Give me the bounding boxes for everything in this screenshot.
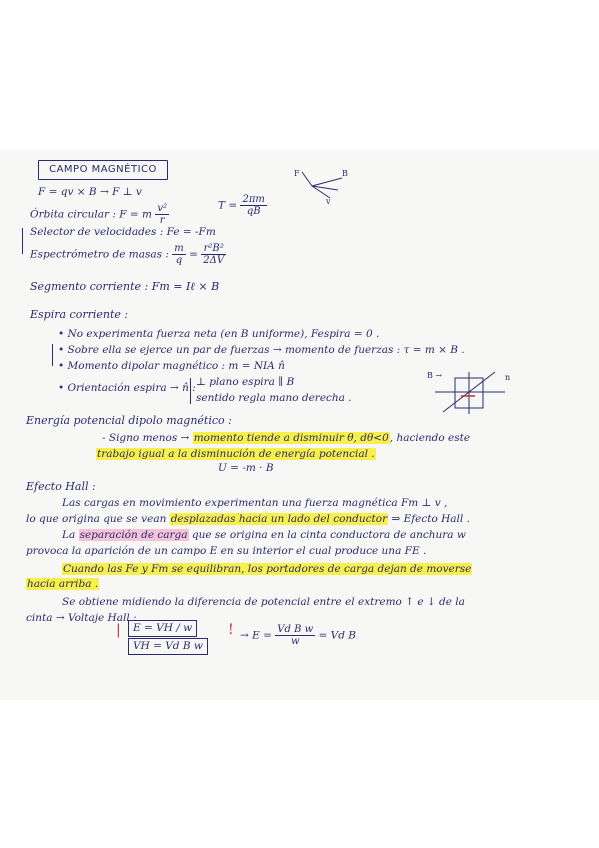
left-bracket xyxy=(22,228,27,254)
spectrometer-fraction-2 xyxy=(201,243,226,266)
spectrometer-equals: = xyxy=(189,248,198,261)
hall-line-3c: que se origina en la cinta conductora de anchura w xyxy=(191,529,466,541)
hall-eq3-lhs: → E = xyxy=(240,629,272,642)
hall-highlight-upward: hacia arriba . xyxy=(27,578,99,590)
hall-line-2 xyxy=(26,513,470,526)
hall-red-mark-1: | xyxy=(116,622,121,638)
vector-B-label: B xyxy=(342,169,348,178)
energy-highlight-1: momento tiende a disminuir θ, dθ<0 xyxy=(193,432,389,444)
hall-eq3-tail: = Vd B xyxy=(318,629,357,642)
energy-line-1 xyxy=(102,432,470,445)
hall-highlight-equilibrium: Cuando las Fe y Fm se equilibran, los portadores de carga dejan de moverse xyxy=(63,563,472,575)
loop-bracket xyxy=(52,344,57,366)
hall-red-mark-2: ! xyxy=(228,622,234,638)
circular-orbit-line xyxy=(30,203,169,226)
loop-n-label: n xyxy=(505,373,511,382)
loop-bullet-2: • Sobre ella se ejerce un par de fuerzas → momento de fuerzas : τ = m × B . xyxy=(58,344,465,356)
force-equation: F = qv × B → F ⊥ v xyxy=(38,186,142,198)
spectrometer-fraction-1 xyxy=(172,243,185,266)
force-vector-diagram xyxy=(290,168,350,206)
circular-orbit-text: Órbita circular : F = m xyxy=(30,208,152,221)
vector-B-arrow xyxy=(312,178,342,186)
loop-orientation-a: ⊥ plano espira ∥ B xyxy=(196,376,295,388)
energy-formula: U = -m · B xyxy=(218,462,274,474)
period-label: T = xyxy=(218,199,238,212)
circular-fraction-den: r xyxy=(159,215,165,226)
energy-line-2 xyxy=(96,448,376,461)
period-fraction-num: 2πm xyxy=(242,194,265,205)
spectrometer-text: Espectrómetro de masas : xyxy=(30,248,169,261)
vector-F-label: F xyxy=(294,169,300,178)
loop-bullet-3: • Momento dipolar magnético : m = NIA n̂ xyxy=(58,360,285,372)
loop-diagram xyxy=(425,368,520,416)
hall-eq3-fraction xyxy=(275,624,315,647)
period-fraction xyxy=(240,194,266,217)
hall-line-3 xyxy=(62,529,466,542)
hall-highlight-separation: separación de carga xyxy=(79,529,188,541)
spectrometer-frac2-num: r²B² xyxy=(201,243,226,255)
selector-line: Selector de velocidades : Fe = -Fm xyxy=(30,226,216,238)
hall-line-3a: La xyxy=(62,529,76,541)
energy-line-1a: - Signo menos → xyxy=(102,432,190,444)
hall-highlight-displaced: desplazadas hacia un lado del conductor xyxy=(170,513,388,525)
hall-line-2a: lo que origina que se vean xyxy=(26,513,167,525)
hall-eq1: E = VH / w xyxy=(128,620,197,637)
hall-line-2c: ⇒ Efecto Hall . xyxy=(391,513,470,525)
loop-orientation-b: sentido regla mano derecha . xyxy=(196,392,352,404)
segment-current-line: Segmento corriente : Fm = Iℓ × B xyxy=(30,280,220,293)
energy-line-1c: , haciendo este xyxy=(389,432,471,444)
loop-current-heading: Espira corriente : xyxy=(30,308,129,321)
spectrometer-frac1-num: m xyxy=(174,243,184,254)
page-title: CAMPO MAGNÉTICO xyxy=(38,160,168,180)
vector-F-arrow xyxy=(302,172,312,186)
circular-fraction xyxy=(155,203,169,226)
hall-line-5 xyxy=(62,563,472,576)
hall-heading: Efecto Hall : xyxy=(26,480,96,493)
hall-eq3-den: w xyxy=(290,636,300,647)
loop-bullet-4: • Orientación espira → n̂ : xyxy=(58,382,196,394)
energy-highlight-2: trabajo igual a la disminución de energía potencial . xyxy=(97,448,375,460)
hall-line-5b xyxy=(26,578,99,591)
hall-eq3 xyxy=(240,624,356,647)
loop-bullet-1: • No experimenta fuerza neta (en B uniforme), Fespira = 0 . xyxy=(58,328,380,340)
hall-line-4: provoca la aparición de un campo E en su interior el cual produce una FE . xyxy=(26,545,427,557)
period-equation xyxy=(218,194,267,217)
hall-line-7: cinta → Voltaje Hall : xyxy=(26,612,137,624)
hall-eq2: VH = Vd B w xyxy=(128,638,208,655)
period-fraction-den: qB xyxy=(246,206,261,217)
hall-eq3-num: Vd B w xyxy=(277,624,314,635)
spectrometer-frac2-den: 2ΔV xyxy=(203,255,225,266)
energy-heading: Energía potencial dipolo magnético : xyxy=(26,414,232,427)
spectrometer-frac1-den: q xyxy=(175,255,183,266)
orientation-bracket xyxy=(190,378,195,404)
hall-line-1: Las cargas en movimiento experimentan una fuerza magnética Fm ⊥ v , xyxy=(62,497,448,509)
loop-B-label: B → xyxy=(427,371,443,380)
vector-v-label: v xyxy=(326,197,331,206)
circular-fraction-num: v² xyxy=(157,203,168,214)
spectrometer-line xyxy=(30,243,226,266)
hall-line-6: Se obtiene midiendo la diferencia de potencial entre el extremo ↑ e ↓ de la xyxy=(62,596,465,608)
